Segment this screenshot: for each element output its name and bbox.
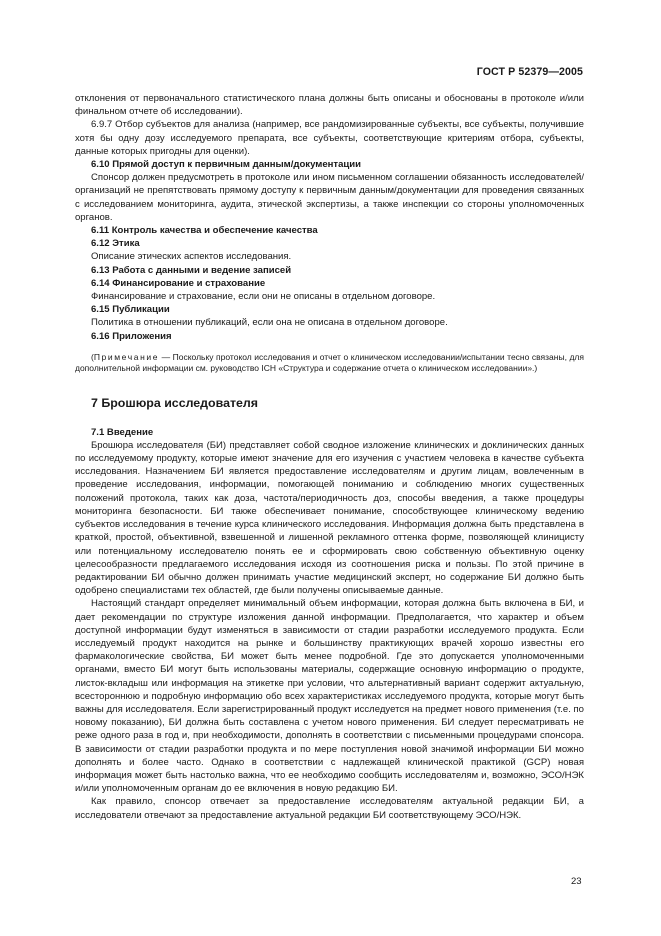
paragraph-6-12: Описание этических аспектов исследования.: [91, 251, 292, 263]
paragraph-6-15: Политика в отношении публикаций, если она не описана в отдельном договоре.: [91, 317, 448, 329]
paragraph-6-10: Спонсор должен предусмотреть в протоколе или ином письменном соглашении обязанность исследователей/организаций не препятствовать прямому доступу к первичным данным/документации для проведения связанных с исследованием мониторинга, аудита, этической экспертизы, а также инспекции со стороны уполномоченных органов.: [75, 172, 584, 223]
heading-7-1: 7.1 Введение: [91, 426, 154, 438]
note-paragraph: [75, 352, 584, 375]
note-text: — Поскольку протокол исследования и отчет о клиническом исследовании/испытании тесно связаны, для дополнительной информации см. руководство ICH «Структура и содержание отчета о клиническом исследовании».): [75, 351, 584, 374]
heading-6-14: 6.14 Финансирование и страхование: [91, 277, 266, 289]
continued-paragraph: отклонения от первоначального статистического плана должны быть описаны и обоснованы в протоколе и/или финальном отчете об исследовании).: [75, 93, 584, 118]
heading-6-11: 6.11 Контроль качества и обеспечение качества: [91, 225, 318, 237]
page-number: 23: [571, 876, 582, 887]
paragraph-6-14: Финансирование и страхование, если они не описаны в отдельном договоре.: [91, 291, 436, 303]
heading-6-15: 6.15 Публикации: [91, 304, 170, 316]
note-open-paren: (: [91, 351, 94, 362]
paragraph-7-1-b: Настоящий стандарт определяет минимальный объем информации, которая должна быть включена в БИ, и дает рекомендации по структуре изложения данной информации. Предполагается, что характер и объем доступной информации будут изменяться в зависимости от стадии разработки исследуемого продукта. Если исследуемый продукт находится на рынке и большинству практикующих врачей хорошо известны его фармакологические свойства, БИ может быть менее подробной. Где это допускается уполномоченными органами, вместо БИ могут быть использованы материалы, содержащие основную информацию о продукте, листок-вкладыш или информация на этикетке при условии, что альтернативный вариант содержит актуальную, всестороннюю и подробную информацию обо всех характеристиках исследуемого продукта, которые могут быть важны для исследователя. Если зарегистрированный продукт исследуется на предмет нового применения (т.е. по новому показанию), БИ должна быть составлена с учетом нового применения. БИ следует пересматривать не реже одного раза в год и, при необходимости, дополнять в соответствии с письменными процедурами спонсора. В зависимости от стадии разработки продукта и по мере поступления новой значимой информации БИ можно дополнять и более часто. Однако в соответствии с надлежащей клинической практикой (GCP) новая информация может быть настолько важна, что ее необходимо сообщить исследователям и, возможно, ЭСО/НЭК и/или уполномоченным органам до ее включения в новую редакцию БИ.: [75, 598, 584, 795]
heading-6-12: 6.12 Этика: [91, 238, 140, 250]
page-body: [75, 92, 584, 822]
note-label: Примечание: [93, 351, 160, 362]
paragraph-6-9-7: 6.9.7 Отбор субъектов для анализа (например, все рандомизированные субъекты, все субъекты, получившие хотя бы одну дозу исследуемого препарата, все субъекты, соответствующие критериям отбора, субъекты, данные которых пригодны для оценки).: [75, 119, 584, 157]
section-7-title: 7 Брошюра исследователя: [91, 395, 259, 410]
heading-6-13: 6.13 Работа с данными и ведение записей: [91, 264, 292, 276]
heading-6-10: 6.10 Прямой доступ к первичным данным/документации: [91, 159, 361, 171]
heading-6-16: 6.16 Приложения: [91, 330, 172, 342]
paragraph-7-1-a: Брошюра исследователя (БИ) представляет собой сводное изложение клинических и доклинических данных по исследуемому продукту, которые имеют значение для его изучения с участием человека в качестве субъекта исследования. Назначением БИ является предоставление исследователям и другим лицам, вовлеченным в проведение исследования, информации, помогающей пониманию и соблюдению многих существенных положений протокола, таких как доза, частота/периодичность доз, способы введения, а также процедуры мониторинга безопасности. БИ также обеспечивает понимание, способствующее клиническому ведению субъектов исследования в течение курса клинического исследования. Информация должна быть представлена в краткой, простой, объективной, взвешенной и лишенной рекламного оттенка форме, позволяющей клиницисту или потенциальному исследователю понять ее и сформировать свою собственную объективную оценку целесообразности предлагаемого исследования исходя из соотношения риска и пользы. По этой причине в редактировании БИ обычно должен принимать участие медицинский эксперт, но содержание БИ должно быть одобрено специалистами тех областей, где были получены описываемые данные.: [75, 439, 584, 597]
standard-designation: ГОСТ Р 52379—2005: [476, 66, 583, 78]
paragraph-7-1-c: Как правило, спонсор отвечает за предоставление исследователям актуальной редакции БИ, а исследователи отвечают за предоставление актуальной редакции БИ соответствующему ЭСО/НЭК.: [75, 796, 584, 821]
